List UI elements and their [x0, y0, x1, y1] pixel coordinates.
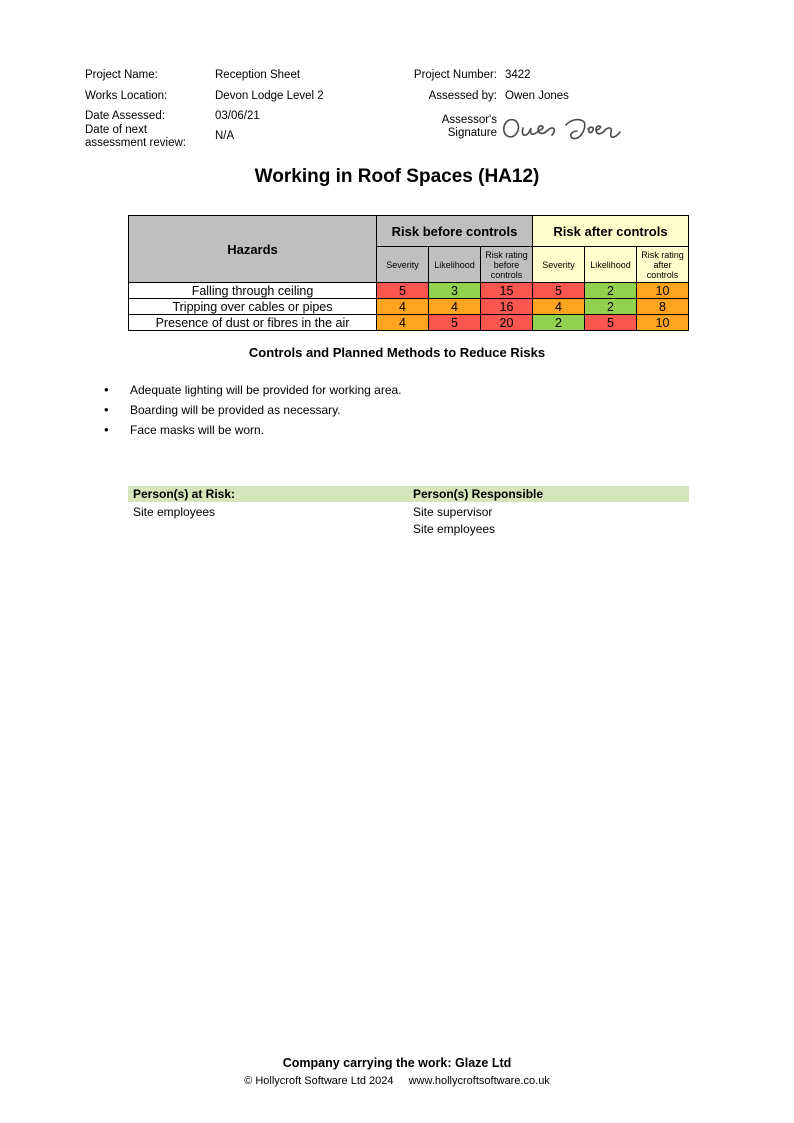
hazard-name-cell: Presence of dust or fibres in the air — [129, 315, 377, 331]
rating-cell: 3 — [429, 283, 481, 299]
rating-cell: 5 — [429, 315, 481, 331]
date-assessed-value: 03/06/21 — [215, 110, 260, 122]
rating-cell: 10 — [637, 315, 689, 331]
rating-cell: 5 — [533, 283, 585, 299]
person-entry: Site employees — [133, 505, 216, 519]
rating-after-header: Risk rating after controls — [637, 247, 689, 283]
persons-responsible-list — [413, 504, 683, 538]
persons-at-risk-label: Person(s) at Risk: — [133, 487, 236, 501]
rating-cell: 5 — [585, 315, 637, 331]
footer-copyright-line — [0, 1075, 794, 1087]
rating-cell: 4 — [377, 299, 429, 315]
rating-cell: 4 — [429, 299, 481, 315]
rating-cell: 2 — [533, 315, 585, 331]
control-item: • Face masks will be worn. — [102, 420, 402, 440]
project-name-label: Project Name: — [85, 69, 158, 81]
rating-cell: 20 — [481, 315, 533, 331]
rating-cell: 16 — [481, 299, 533, 315]
works-location-label: Works Location: — [85, 90, 168, 102]
next-review-value: N/A — [215, 130, 235, 142]
project-name-value: Reception Sheet — [215, 69, 301, 81]
risk-after-controls-header: Risk after controls — [533, 216, 689, 247]
footer-copyright: © Hollycroft Software Ltd 2024 — [244, 1075, 394, 1087]
hazard-name-cell: Falling through ceiling — [129, 283, 377, 299]
assessed-by-label: Assessed by: — [428, 90, 497, 102]
rating-cell: 4 — [377, 315, 429, 331]
controls-list — [102, 380, 402, 440]
hazards-column-header: Hazards — [129, 216, 377, 283]
rating-cell: 8 — [637, 299, 689, 315]
risk-table — [128, 215, 689, 331]
rating-cell: 2 — [585, 299, 637, 315]
controls-heading: Controls and Planned Methods to Reduce Risks — [248, 345, 546, 360]
persons-responsible-label: Person(s) Responsible — [413, 487, 544, 501]
persons-at-risk-list — [133, 504, 403, 521]
assessed-by-value: Owen Jones — [505, 90, 569, 102]
footer-website: www.hollycroftsoftware.co.uk — [408, 1075, 550, 1087]
works-location-value: Devon Lodge Level 2 — [215, 90, 324, 102]
page-title: Working in Roof Spaces (HA12) — [254, 166, 540, 187]
risk-before-controls-header: Risk before controls — [377, 216, 533, 247]
table-row — [129, 299, 689, 315]
rating-cell: 15 — [481, 283, 533, 299]
control-item: • Adequate lighting will be provided for working area. — [102, 380, 402, 400]
risk-table-body — [129, 283, 689, 331]
assessor-signature-label: Assessor's Signature — [441, 114, 497, 139]
hazard-name-cell: Tripping over cables or pipes — [129, 299, 377, 315]
severity-before-header: Severity — [377, 247, 429, 283]
project-number-label: Project Number: — [413, 69, 497, 81]
assessor-signature — [500, 108, 630, 151]
rating-cell: 5 — [377, 283, 429, 299]
person-entry: Site employees — [413, 522, 496, 536]
likelihood-before-header: Likelihood — [429, 247, 481, 283]
table-row — [129, 315, 689, 331]
rating-cell: 10 — [637, 283, 689, 299]
date-assessed-label: Date Assessed: — [85, 110, 165, 122]
next-review-label: Date of next assessment review: — [85, 124, 186, 149]
rating-cell: 4 — [533, 299, 585, 315]
footer-company-line: Company carrying the work: Glaze Ltd — [282, 1056, 512, 1070]
persons-header-bar — [128, 486, 689, 502]
control-item: • Boarding will be provided as necessary. — [102, 400, 402, 420]
person-entry: Site supervisor — [413, 505, 493, 519]
project-number-value: 3422 — [505, 69, 531, 81]
table-row — [129, 283, 689, 299]
signature-ink-icon — [500, 108, 630, 146]
rating-before-header: Risk rating before controls — [481, 247, 533, 283]
rating-cell: 2 — [585, 283, 637, 299]
likelihood-after-header: Likelihood — [585, 247, 637, 283]
severity-after-header: Severity — [533, 247, 585, 283]
